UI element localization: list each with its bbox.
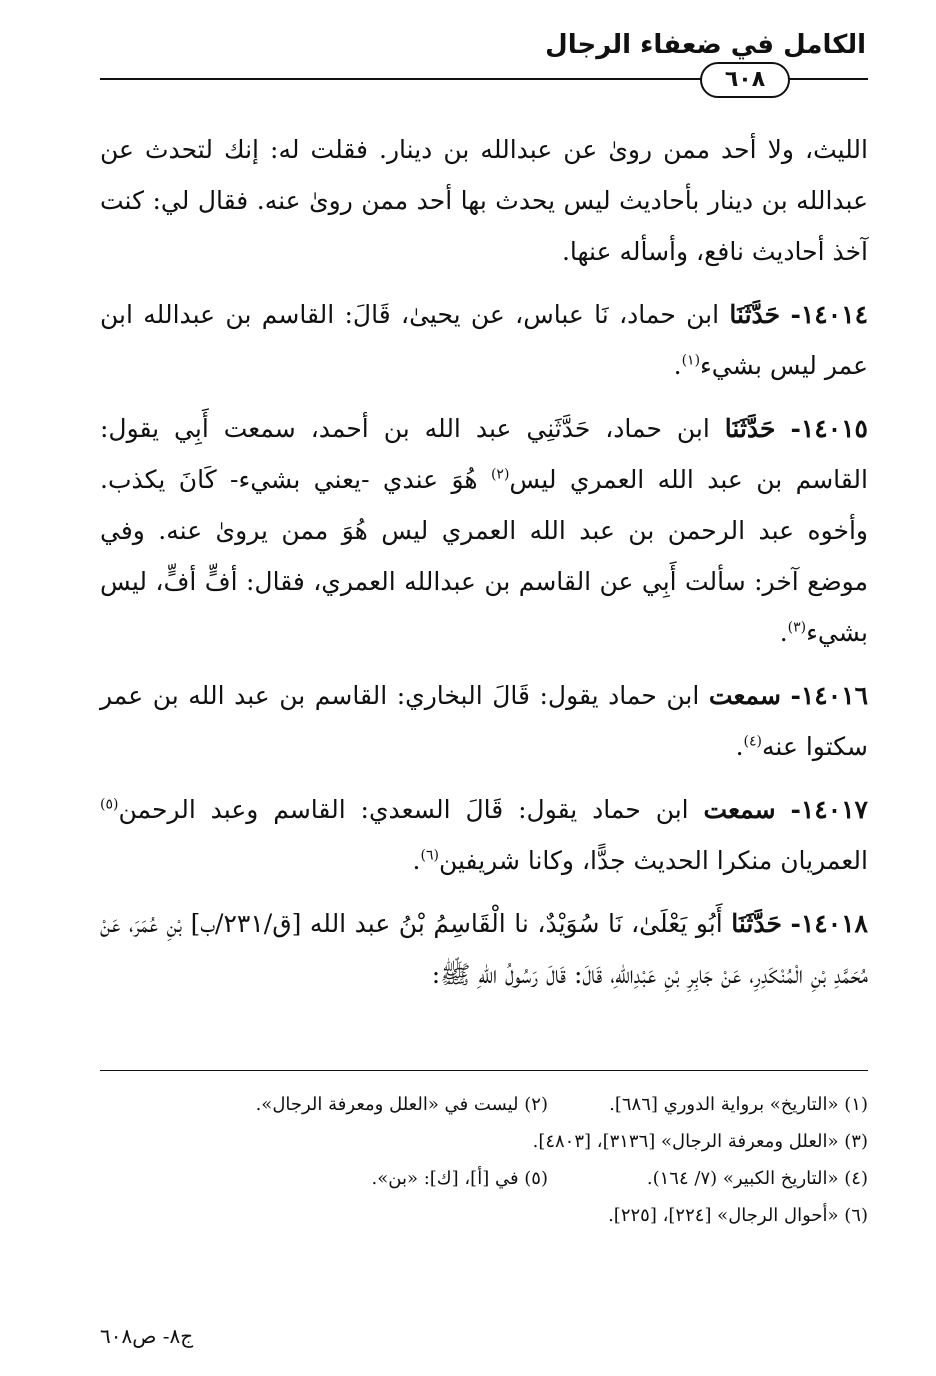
footnote-ref: (٢) [490,466,510,483]
main-text [100,124,868,1012]
paragraph-text-cont: العمريان منكرا الحديث جدًّا، وكانا شريفين [438,846,868,875]
footnote-ref: (١) [681,352,701,369]
paragraph-text: الليث، ولا أحد ممن روىٰ عن عبدالله بن دينار. فقلت له: إنك لتحدث عن عبدالله بن دينار بأحاديث ليس يحدث بها أحد ممن روىٰ عنه. فقال لي: كنت آخذ أحاديث نافع، وأسأله عنها. [100,135,868,266]
hadith-number: ١٤٠١٧- [790,795,868,824]
footnote: (٢) ليست في «العلل ومعرفة الرجال». [255,1094,548,1115]
volume-page-reference: ج٨- ص٦٠٨ [100,1324,194,1348]
transmission-keyword: حَدَّثَنَا [724,414,776,443]
paragraph-end: . [779,618,788,647]
footnote-ref: (٤) [743,733,763,750]
paragraph [100,124,868,277]
paragraph-text: ابن حماد، حَدَّثَنِي عبد الله بن أحمد، سمعت أَبِي يقول: القاسم بن عبد الله العمري ليس [100,414,868,494]
transmission-keyword: حَدَّثَنَا [729,300,781,329]
paragraph-14017 [100,784,868,886]
footnotes [100,1086,868,1234]
paragraph-14016 [100,670,868,772]
paragraph-end: . [735,732,744,761]
footnote: (١) «التاريخ» برواية الدوري [٦٨٦]. [609,1094,868,1115]
footnote-row [100,1160,868,1197]
footnote: (٦) «أحوال الرجال» [٢٢٤]، [٢٢٥]. [608,1205,868,1226]
paragraph-text-cont: هُوَ عندي -يعني بشيء- كَانَ يكذب. وأخوه عبد الرحمن بن عبد الله العمري ليس هُوَ ممن يروىٰ عنه. وفي موضع آخر: سألت أَبِي عن القاسم بن عبدالله العمري، فقال: أفٍّ أفٍّ، ليس بشيء [100,465,868,647]
paragraph-text: ابن حماد يقول: قَالَ السعدي: القاسم وعبد الرحمن [118,795,689,824]
paragraph-text: أَبُو يَعْلَىٰ، نَا سُوَيْدٌ، نا الْقَاسِمُ بْنُ عبد الله [ق/٢٣١/ب] بْنِ عُمَرَ، عَنْ مُحَمَّدِ بْنِ الْمُنْكَدِرِ، عَنْ جَابِرِ بْنِ عَبْدِاللهِ، قَالَ: قَالَ رَسُولُ اللهِ ﷺ: [100,909,868,989]
transmission-keyword: سمعت [703,795,776,824]
paragraph-text: ابن حماد يقول: قَالَ البخاري: القاسم بن عبد الله بن عمر سكتوا عنه [100,681,868,761]
footnote-rule [100,1070,868,1071]
paragraph-14018 [100,898,868,1000]
hadith-number: ١٤٠١٤- [790,300,868,329]
footnote-ref: (٥) [100,796,119,813]
hadith-number: ١٤٠١٥- [790,414,868,443]
footnote-row [100,1123,868,1160]
paragraph-text: ابن حماد، نَا عباس، عن يحيىٰ، قَالَ: القاسم بن عبدالله ابن عمر ليس بشيء [100,300,868,380]
paragraph-14015 [100,403,868,658]
footnote: (٤) «التاريخ الكبير» (٧/ ١٦٤). [646,1168,868,1189]
transmission-keyword: حَدَّثَنَا [731,909,782,938]
footnote: (٣) «العلل ومعرفة الرجال» [٣١٣٦]، [٤٨٠٣]. [532,1131,868,1152]
hadith-number: ١٤٠١٦- [790,681,868,710]
footnote-row [100,1086,868,1123]
footnote-ref: (٣) [787,619,807,636]
paragraph-14014 [100,289,868,391]
paragraph-end: . [673,351,682,380]
hadith-number: ١٤٠١٨- [790,909,868,938]
footnote: (٥) في [أ]، [ك]: «بن». [371,1168,548,1189]
running-header-title: الكامل في ضعفاء الرجال [545,30,866,60]
paragraph-end: . [412,846,421,875]
footnote-ref: (٦) [420,847,439,864]
page-number-badge: ٦٠٨ [700,62,790,98]
transmission-keyword: سمعت [708,681,781,710]
footnote-row [100,1197,868,1234]
